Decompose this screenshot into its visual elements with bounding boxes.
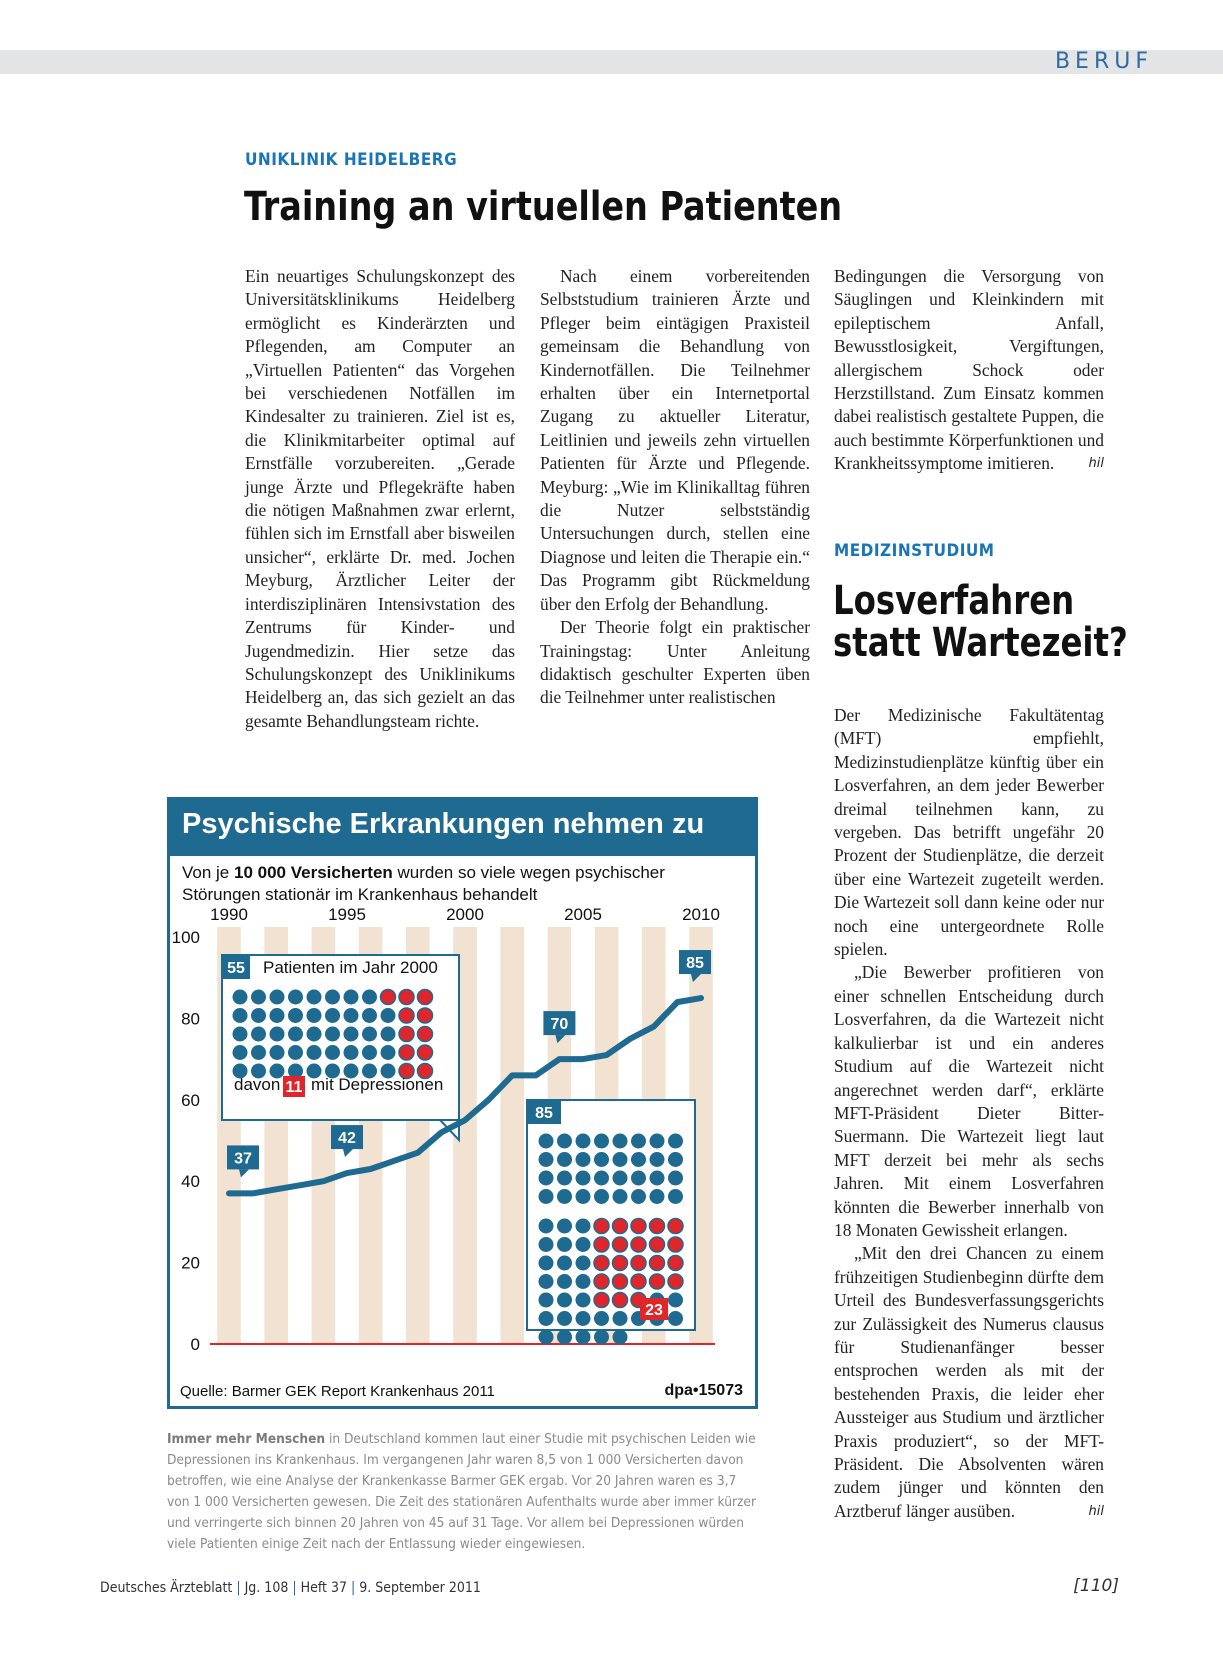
depression-patient-dot [650,1256,665,1271]
patient-dot [381,1027,396,1042]
patient-dot [576,1237,591,1252]
article1-signature: hil [1088,456,1104,472]
patient-dot [288,1045,303,1060]
patient-dot [668,1171,683,1186]
depression-patient-dot [650,1237,665,1252]
patient-dot [594,1330,609,1345]
patient-dot [576,1256,591,1271]
depression-patient-dot [418,1045,433,1060]
patient-dot [233,1045,248,1060]
depression-patient-dot [631,1237,646,1252]
point-label-85: 85 [686,955,704,973]
page-number: [110] [1073,1576,1119,1596]
y-tick-label: 0 [190,1335,200,1354]
patient-dot [613,1311,628,1326]
patient-dot [362,1008,377,1023]
patient-dot [594,1189,609,1204]
depression-patient-dot [594,1256,609,1271]
patient-dot [344,990,359,1005]
patient-dot [631,1134,646,1149]
patient-dot [344,1045,359,1060]
x-tick-label: 1995 [328,905,366,924]
patient-dot [381,1045,396,1060]
point-label-42: 42 [338,1130,356,1148]
depression-patient-dot [631,1219,646,1234]
patient-dot [668,1134,683,1149]
depression-patient-dot [613,1237,628,1252]
depression-patient-dot [631,1274,646,1289]
patient-dot [307,1045,322,1060]
patient-dot [539,1311,554,1326]
chart-source: Quelle: Barmer GEK Report Krankenhaus 2011 [180,1383,495,1400]
article2-para3-text: „Mit den drei Chancen zu einem frühzeitigen Studienbeginn dürfte dem Urteil des Bundesverfassungsgerichts zur Zulässigkeit des Numerus clausus für Studienanfänger besser entsprochen werden als mit der bestehenden Praxis, die leider eher Aussteiger aus Studium und ärztlicher Praxis produziert“, so der MFT-Präsident. Die Absolventen wären zudem jünger und könnten den Arztberuf länger ausüben. [834,1243,1104,1521]
patient-dot [576,1152,591,1167]
depression-patient-dot [594,1293,609,1308]
inset-2000-footer-post: mit Depressionen [311,1075,444,1094]
article2-kicker: MEDIZINSTUDIUM [834,541,995,561]
patient-dot [668,1311,683,1326]
footer-issue: Heft 37 [300,1580,347,1596]
patient-dot [576,1219,591,1234]
patient-dot [233,1008,248,1023]
patient-dot [539,1189,554,1204]
patient-dot [594,1152,609,1167]
patient-dot [325,990,340,1005]
patient-dot [270,1045,285,1060]
patient-dot [613,1330,628,1345]
point-label-37: 37 [234,1150,252,1168]
patient-dot [539,1134,554,1149]
patient-dot [557,1274,572,1289]
patient-dot [539,1330,554,1345]
depression-patient-dot [418,1027,433,1042]
y-tick-label: 80 [181,1009,200,1029]
header-band [0,50,1223,74]
figure-caption [167,1429,757,1555]
patient-dot [557,1293,572,1308]
patient-dot [576,1171,591,1186]
patient-dot [650,1152,665,1167]
patient-dot [233,990,248,1005]
section-tag: BERUF [1054,49,1153,74]
patient-dot [288,1027,303,1042]
point-label-70: 70 [550,1016,569,1034]
depression-patient-dot [381,990,396,1005]
patient-dot [344,1008,359,1023]
article2-headline [833,580,1128,664]
patient-dot [576,1293,591,1308]
patient-dot [576,1274,591,1289]
article2-signature: hil [1088,1503,1104,1519]
patient-dot [613,1189,628,1204]
patient-dot [557,1311,572,1326]
footer-separator: | [350,1580,356,1596]
caption-text: in Deutschland kommen laut einer Studie mit psychischen Leiden wie Depressionen ins Krankenhaus. Im vergangenen Jahr waren 8,5 von 1 000 Versicherten davon betroffen, wie eine Analyse der Krankenkasse Barmer GEK ergab. Vor 20 Jahren waren es 3,7 von 1 000 Versicherten gewesen. Die Zeit des stationären Aufenthalts wurde aber immer kürzer und verringerte sich binnen 20 Jahren von 45 auf 31 Tage. Vor allem bei Depressionen würden viele Patienten einige Zeit nach der Entlassung wieder eingewiesen. [167,1431,756,1552]
patient-dot [233,1027,248,1042]
footer-volume: Jg. 108 [244,1580,289,1596]
depression-patient-dot [594,1274,609,1289]
article2-para3 [834,1242,1104,1523]
patient-dot [613,1171,628,1186]
article1-col3-body: Bedingungen die Versorgung von Säuglingen und Kleinkindern mit epileptischem Anfall, Bewusstlosigkeit, Vergiftungen, allergischem Schock oder Herzstillstand. Zum Einsatz kommen dabei realistisch gestaltete Puppen, die auch bestimmte Körperfunktionen und Krankheitssymptome imitieren. [834,266,1104,474]
depression-patient-dot [594,1219,609,1234]
article1-column-3 [834,265,1104,476]
inset-2010-count-label: 85 [535,1105,553,1122]
patient-dot [557,1171,572,1186]
patient-dot [539,1152,554,1167]
inset-2000-footer-pre: davon [234,1075,281,1094]
chart-title: Psychische Erkrankungen nehmen zu [182,808,705,840]
article2-para2: „Die Bewerber profitieren von einer schnellen Entscheidung durch Losverfahren, da die Wartezeit nicht kalkulierbar ist und ein anderes Studium auf die Wartezeit nicht angerechnet werden darf“, erklärte MFT-Präsident Dieter Bitter-Suermann. Die Wartezeit liegt laut MFT derzeit bei mehr als sechs Jahren. Mit einem Losverfahren könnten die Bewerber innerhalb von 18 Monaten Gewissheit erlangen. [834,962,1104,1240]
patient-dot [613,1134,628,1149]
patient-dot [668,1152,683,1167]
patient-dot [539,1256,554,1271]
patient-dot [307,990,322,1005]
patient-dot [557,1189,572,1204]
patient-dot [539,1237,554,1252]
patient-dot [362,1027,377,1042]
patient-dot [557,1330,572,1345]
patient-dot [539,1293,554,1308]
patient-dot [307,1027,322,1042]
patient-dot [576,1311,591,1326]
article2-headline-line1: Losverfahren [833,578,1075,624]
article1-kicker: UNIKLINIK HEIDELBERG [245,150,458,170]
depression-patient-dot [668,1219,683,1234]
footer-date: 9. September 2011 [359,1580,481,1596]
depression-patient-dot [399,990,414,1005]
patient-dot [557,1256,572,1271]
x-tick-label: 1990 [210,905,248,924]
patient-dot [631,1189,646,1204]
article1-col2-para2: Der Theorie folgt ein praktischer Trainingstag: Unter Anleitung didaktisch geschulter Experten üben die Teilnehmer unter realistischen [540,617,810,708]
chart-subtitle-pre: Von je [182,863,234,882]
depression-patient-dot [613,1274,628,1289]
point-label-pointer [343,1149,353,1157]
inset-2000-depression-count: 11 [285,1079,303,1096]
patient-dot [539,1171,554,1186]
x-tick-label: 2000 [446,905,484,924]
patient-dot [325,1027,340,1042]
patient-dot [557,1237,572,1252]
patient-dot [270,990,285,1005]
depression-patient-dot [613,1219,628,1234]
patient-dot [251,1008,266,1023]
patient-dot [650,1171,665,1186]
depression-patient-dot [399,1008,414,1023]
x-tick-label: 2010 [682,905,720,924]
depression-patient-dot [668,1274,683,1289]
y-tick-label: 100 [171,928,200,947]
patient-dot [344,1027,359,1042]
patient-dot [539,1274,554,1289]
patient-dot [576,1189,591,1204]
patient-dot [576,1134,591,1149]
patient-dot [325,1008,340,1023]
patient-dot [668,1189,683,1204]
y-tick-label: 40 [181,1172,200,1192]
inset-2000-title: Patienten im Jahr 2000 [263,958,438,977]
chart-subtitle-bold: 10 000 Versicherten [234,863,393,882]
footer-separator: | [292,1580,297,1596]
patient-dot [613,1152,628,1167]
depression-patient-dot [650,1219,665,1234]
infographic-chart [167,797,758,1409]
depression-patient-dot [418,1008,433,1023]
depression-patient-dot [399,1045,414,1060]
patient-dot [594,1171,609,1186]
patient-dot [381,1008,396,1023]
patient-dot [251,1027,266,1042]
depression-patient-dot [668,1237,683,1252]
footer-separator: | [236,1580,241,1596]
depression-patient-dot [613,1293,628,1308]
x-tick-label: 2005 [564,905,602,924]
chart-credit: dpa•15073 [664,1382,743,1399]
y-tick-label: 20 [181,1253,200,1273]
patient-dot [576,1330,591,1345]
patient-dot [288,990,303,1005]
patient-dot [594,1311,609,1326]
patient-dot [362,1045,377,1060]
footer-journal: Deutsches Ärzteblatt [100,1580,233,1596]
article1-column-2 [540,265,810,710]
article2-headline-line2: statt Wartezeit? [833,620,1128,666]
depression-patient-dot [399,1027,414,1042]
inset-2010-depression-label: 23 [645,1302,663,1319]
article1-col3-text [834,265,1104,476]
patient-dot [557,1152,572,1167]
patient-dot [557,1134,572,1149]
patient-dot [325,1045,340,1060]
patient-dot [594,1134,609,1149]
article2-para1: Der Medizinische Fakultätentag (MFT) empfiehlt, Medizinstudienplätze künftig über ein Losverfahren, an dem jeder Bewerber dreimal teilnehmen kann, zu vergeben. Das betrifft ungefähr 20 Prozent der Studienplätze, die derzeit über eine Wartezeit zugeteilt werden. Die Wartezeit soll dann keine oder nur noch eine untergeordnete Rolle spielen. [834,705,1104,960]
chart-subtitle-post: wurden so viele wegen psychischer Störungen stationär im Krankenhaus behandelt [182,863,665,904]
y-tick-label: 60 [181,1090,200,1110]
article1-col2-para1: Nach einem vorbereitenden Selbststudium trainieren Ärzte und Pfleger beim eintägigen Praxisteil gemeinsam die Behandlung von Kindernotfällen. Die Teilnehmer erhalten über ein Internetportal Zugang zu aktueller Literatur, Leitlinien und jeweils zehn virtuellen Patienten für Ärzte und Pflegende. Meyburg: „Wie im Klinikalltag führen die Nutzer selbstständig Untersuchungen durch, stellen eine Diagnose und leiten die Therapie ein.“ Das Programm gibt Rückmeldung über den Erfolg der Behandlung. [540,266,810,614]
patient-dot [539,1219,554,1234]
patient-dot [251,1045,266,1060]
patient-dot [631,1152,646,1167]
chart-plot [170,800,755,1406]
depression-patient-dot [613,1256,628,1271]
depression-patient-dot [650,1274,665,1289]
patient-dot [631,1171,646,1186]
caption-lead: Immer mehr Menschen [167,1431,326,1447]
patient-dot [251,990,266,1005]
patient-dot [362,990,377,1005]
year-stripe [500,927,524,1344]
patient-dot [270,1008,285,1023]
inset-2000-count-label: 55 [227,960,245,977]
patient-dot [668,1293,683,1308]
article1-col1-text: Ein neuartiges Schulungskonzept des Universitätsklinikums Heidelberg ermöglicht es Kinderärzten und Pflegenden, am Computer an „Virtuellen Patienten“ das Vorgehen bei verschiedenen Notfällen im Kindesalter zu trainieren. Ziel ist es, die Klinikmitarbeiter optimal auf Ernstfälle vorzubereiten. „Gerade junge Ärzte und Pflegekräfte haben die nötigen Maßnahmen zwar erlernt, fühlen sich im Ernstfall aber bisweilen unsicher“, erklärte Dr. med. Jochen Meyburg, Ärztlicher Leiter der interdisziplinären Intensivstation des Zentrums für Kinder- und Jugendmedizin. Hier setze das Schulungskonzept des Uniklinikums Heidelberg an, das sich gezielt an das gesamte Behandlungsteam richte. [245,266,515,731]
depression-patient-dot [668,1256,683,1271]
patient-dot [557,1219,572,1234]
patient-dot [650,1134,665,1149]
depression-patient-dot [594,1237,609,1252]
patient-dot [650,1189,665,1204]
depression-patient-dot [631,1256,646,1271]
footer-citation [100,1580,481,1596]
depression-patient-dot [418,990,433,1005]
article1-column-1 [245,265,515,733]
patient-dot [288,1008,303,1023]
patient-dot [307,1008,322,1023]
article1-headline: Training an virtuellen Patienten [244,184,843,230]
article2-body [834,704,1104,1523]
patient-dot [270,1027,285,1042]
